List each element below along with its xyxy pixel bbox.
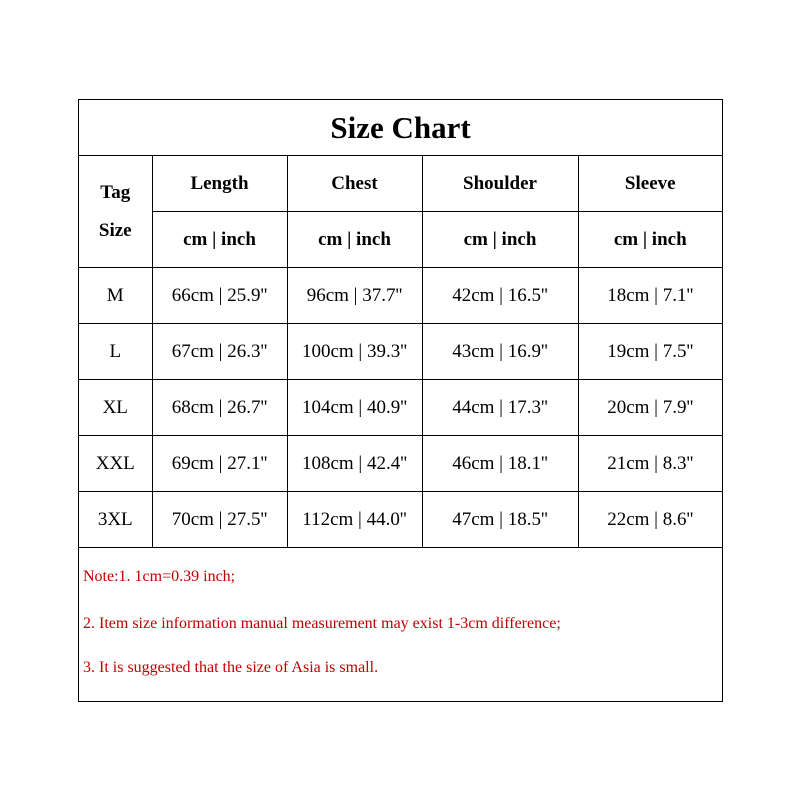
- table-row: [79, 324, 722, 380]
- length-cell: 68cm | 26.7'': [152, 380, 287, 436]
- column-header-sleeve: Sleeve: [578, 156, 722, 212]
- tag-size-header: [79, 156, 152, 268]
- table-row: [79, 380, 722, 436]
- column-header-shoulder: Shoulder: [422, 156, 578, 212]
- unit-label-length: cm | inch: [152, 212, 287, 268]
- sleeve-cell: 18cm | 7.1'': [578, 268, 722, 324]
- size-table: [79, 156, 722, 548]
- tag-size-header-line1: Tag: [100, 181, 131, 203]
- unit-row: [79, 212, 722, 268]
- shoulder-cell: 47cm | 18.5'': [422, 492, 578, 548]
- length-cell: 67cm | 26.3'': [152, 324, 287, 380]
- size-chart: [78, 99, 723, 702]
- shoulder-cell: 44cm | 17.3'': [422, 380, 578, 436]
- header-row: [79, 156, 722, 212]
- column-header-chest: Chest: [287, 156, 422, 212]
- size-cell: L: [79, 324, 152, 380]
- size-cell: 3XL: [79, 492, 152, 548]
- chest-cell: 104cm | 40.9'': [287, 380, 422, 436]
- length-cell: 69cm | 27.1'': [152, 436, 287, 492]
- size-cell: XXL: [79, 436, 152, 492]
- unit-label-chest: cm | inch: [287, 212, 422, 268]
- note-1: Note:1. 1cm=0.39 inch;: [83, 568, 236, 585]
- table-row: [79, 268, 722, 324]
- shoulder-cell: 42cm | 16.5'': [422, 268, 578, 324]
- sleeve-cell: 22cm | 8.6'': [578, 492, 722, 548]
- shoulder-cell: 43cm | 16.9'': [422, 324, 578, 380]
- unit-label-sleeve: cm | inch: [578, 212, 722, 268]
- chest-cell: 96cm | 37.7'': [287, 268, 422, 324]
- length-cell: 66cm | 25.9'': [152, 268, 287, 324]
- size-cell: M: [79, 268, 152, 324]
- chest-cell: 108cm | 42.4'': [287, 436, 422, 492]
- tag-size-header-line2: Size: [98, 219, 132, 241]
- table-row: [79, 492, 722, 548]
- note-2: 2. Item size information manual measurement may exist 1-3cm difference;: [83, 615, 561, 632]
- note-3: 3. It is suggested that the size of Asia is small.: [83, 659, 379, 676]
- chart-title: Size Chart: [79, 100, 722, 156]
- chest-cell: 112cm | 44.0'': [287, 492, 422, 548]
- size-cell: XL: [79, 380, 152, 436]
- sleeve-cell: 20cm | 7.9'': [578, 380, 722, 436]
- sleeve-cell: 19cm | 7.5'': [578, 324, 722, 380]
- column-header-length: Length: [152, 156, 287, 212]
- shoulder-cell: 46cm | 18.1'': [422, 436, 578, 492]
- length-cell: 70cm | 27.5'': [152, 492, 287, 548]
- sleeve-cell: 21cm | 8.3'': [578, 436, 722, 492]
- chest-cell: 100cm | 39.3'': [287, 324, 422, 380]
- table-row: [79, 436, 722, 492]
- unit-label-shoulder: cm | inch: [422, 212, 578, 268]
